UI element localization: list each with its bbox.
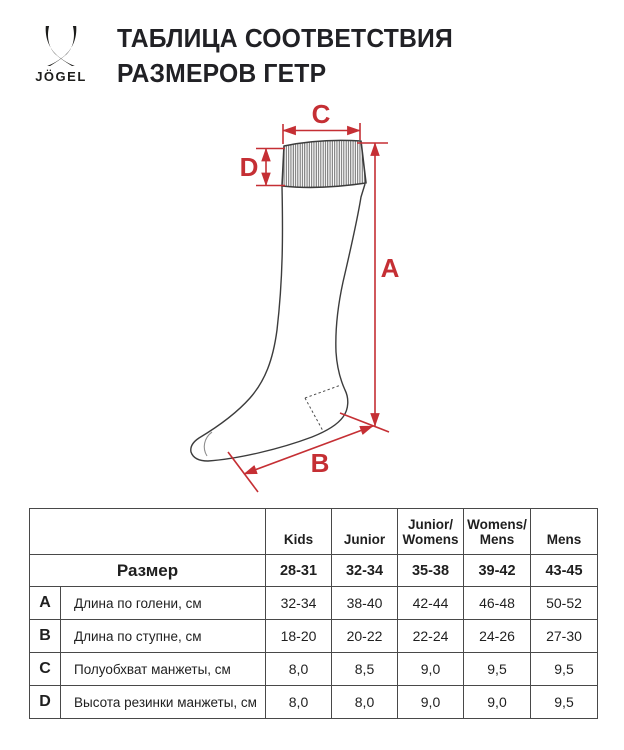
dim-label-c: C — [311, 99, 331, 129]
row-b-kids: 18-20 — [266, 620, 332, 653]
page-title — [117, 21, 453, 91]
row-d-letter: D — [30, 686, 61, 719]
row-a-param: Длина по голени, см — [61, 587, 266, 620]
col-header-junior-womens: Junior/ Womens — [398, 509, 464, 555]
row-a-junior: 38-40 — [332, 587, 398, 620]
size-mens: 43-45 — [531, 555, 598, 587]
sock-dimension-diagram — [0, 95, 624, 500]
dim-label-b: B — [310, 448, 330, 478]
row-d-param: Высота резинки манжеты, см — [61, 686, 266, 719]
row-a-womens-mens: 46-48 — [464, 587, 531, 620]
sock-outline — [191, 184, 365, 461]
row-b-mens: 27-30 — [531, 620, 598, 653]
row-b-junior: 20-22 — [332, 620, 398, 653]
size-table — [29, 508, 598, 719]
size-kids: 28-31 — [266, 555, 332, 587]
row-a-mens: 50-52 — [531, 587, 598, 620]
col-header-womens-mens: Womens/ Mens — [464, 509, 531, 555]
col-header-mens: Mens — [531, 509, 598, 555]
row-c-junior-womens: 9,0 — [398, 653, 464, 686]
row-d-junior: 8,0 — [332, 686, 398, 719]
jogel-tulip-icon — [42, 26, 80, 66]
size-junior: 32-34 — [332, 555, 398, 587]
col-header-junior: Junior — [332, 509, 398, 555]
row-a-junior-womens: 42-44 — [398, 587, 464, 620]
row-d-womens-mens: 9,0 — [464, 686, 531, 719]
table-row-d — [30, 686, 598, 719]
row-b-param: Длина по ступне, см — [61, 620, 266, 653]
brand-wordmark: JÖGEL — [35, 69, 87, 84]
dim-b-ext-toe — [228, 452, 258, 492]
table-row-c — [30, 653, 598, 686]
row-c-kids: 8,0 — [266, 653, 332, 686]
sock-cuff-rib — [282, 140, 366, 187]
table-header-row — [30, 509, 598, 555]
table-row-a — [30, 587, 598, 620]
size-womens-mens: 39-42 — [464, 555, 531, 587]
row-c-junior: 8,5 — [332, 653, 398, 686]
row-d-mens: 9,5 — [531, 686, 598, 719]
header-empty-cell — [30, 509, 266, 555]
row-b-letter: B — [30, 620, 61, 653]
page-title-line1: ТАБЛИЦА СООТВЕТСТВИЯ — [117, 23, 453, 53]
table-row-b — [30, 620, 598, 653]
size-row-label: Размер — [30, 555, 266, 587]
page-title-line2: РАЗМЕРОВ ГЕТР — [117, 58, 327, 88]
row-b-womens-mens: 24-26 — [464, 620, 531, 653]
row-a-kids: 32-34 — [266, 587, 332, 620]
col-header-kids: Kids — [266, 509, 332, 555]
row-c-mens: 9,5 — [531, 653, 598, 686]
dim-label-d: D — [239, 152, 259, 182]
row-c-param: Полуобхват манжеты, см — [61, 653, 266, 686]
row-d-junior-womens: 9,0 — [398, 686, 464, 719]
row-d-kids: 8,0 — [266, 686, 332, 719]
row-a-letter: A — [30, 587, 61, 620]
size-values-row — [30, 555, 598, 587]
row-c-womens-mens: 9,5 — [464, 653, 531, 686]
row-c-letter: C — [30, 653, 61, 686]
size-junior-womens: 35-38 — [398, 555, 464, 587]
dim-label-a: A — [380, 253, 400, 283]
row-b-junior-womens: 22-24 — [398, 620, 464, 653]
brand-logo — [29, 26, 93, 84]
